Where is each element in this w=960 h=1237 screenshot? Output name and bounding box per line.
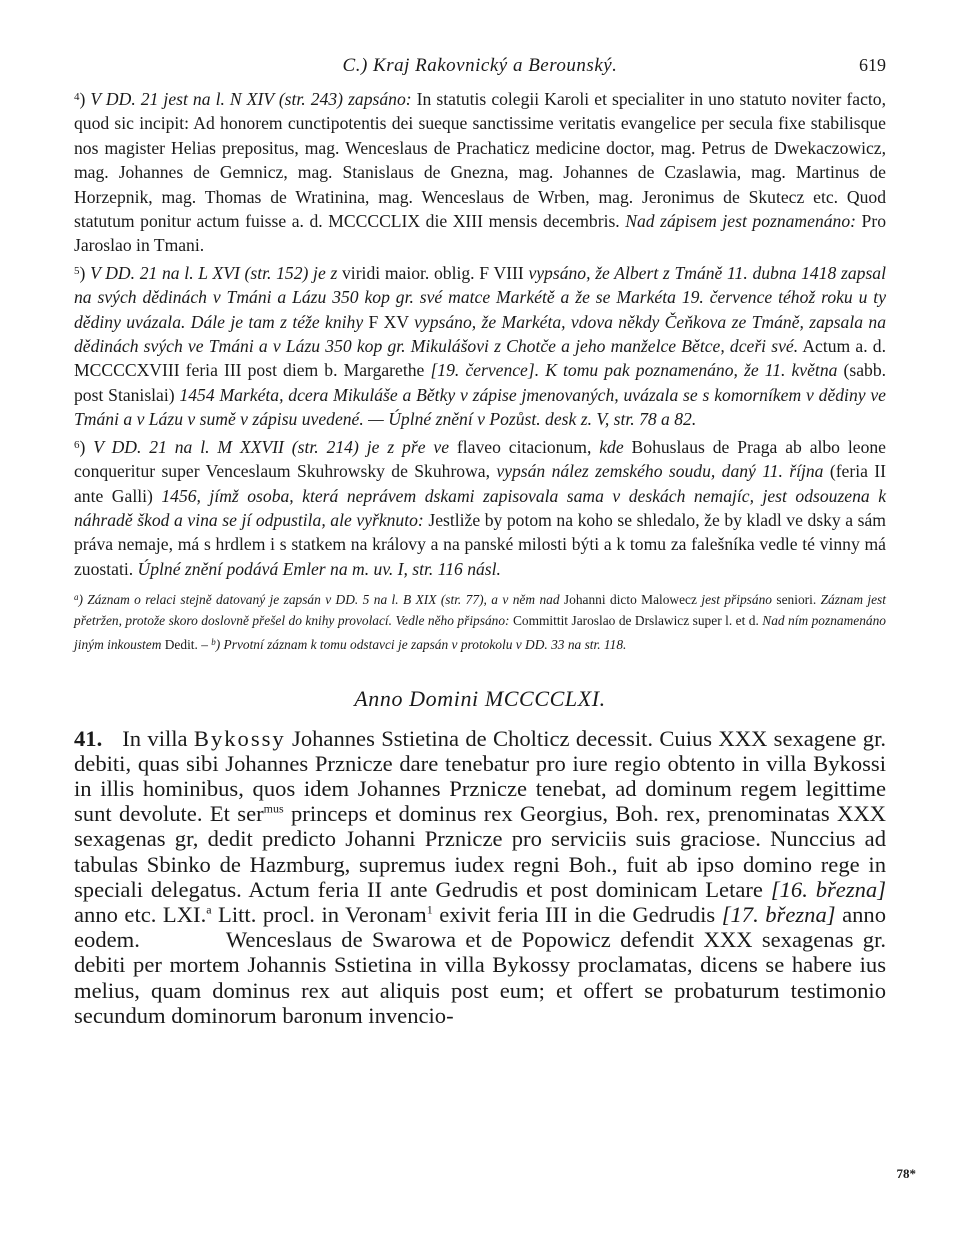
footnote-text: ) — [79, 262, 91, 283]
entry-text: In villa — [122, 725, 194, 751]
editorial-mark-b: b — [211, 636, 216, 647]
editorial-italic: ) Prvotní záznam k tomu odstavci je zapsán v protokolu v DD. 33 na str. 118. — [215, 636, 627, 652]
entry-text: Wenceslaus de Swarowa et de Popowicz defendit XXX sexagenas gr. debiti per mortem Johannis Sstietina in villa Bykossy proclamatas, dicens se habere ius melius, quam dominus rex aut aliquis post eum; et offert se probaturum testimonio secundum dominorum baronum invencio- — [74, 927, 886, 1028]
footnote-italic: 1454 Markéta, dcera Mikuláše a Bětky v zápise jmenovaných, uvázala se s komorníkem v dědiny ve Tmáni a v Lázu v sumě v zápisu uvedené. — Úplné znění v Pozůst. desk z. V, str. 78 a 82. — [74, 384, 886, 430]
footnote-italic: V DD. 21 na l. M XXVII (str. 214) je z pře ve — [93, 436, 450, 457]
footnote-italic: vypsán nález zemského soudu, daný 11. října — [496, 461, 824, 482]
editorial-mark-a: a — [74, 592, 79, 603]
footnote-italic: V DD. 21 na l. L XVI (str. 152) je z — [90, 262, 338, 283]
page-number: 619 — [859, 55, 886, 75]
footnote-text: Bohuslaus de Praga ab albo leone conqueritur super Venceslaum Skuhrowsky de Skuhrowa, — [74, 436, 886, 482]
footnote-italic: Úplné znění podává Emler na m. uv. I, str. 116 násl. — [137, 558, 501, 579]
footnote-italic: vypsáno, že Markéta, vdova někdy Čeňkova ze Tmáně, zapsala na dědinách svých ve Tmáni a v Lázu 350 kop gr. Mikulášovi z Chotče a jeho manželce Bětce, dceři své. — [74, 311, 886, 357]
editorial-italic: jest připsáno — [701, 592, 772, 608]
entry-date-italic: [17. března] — [721, 901, 836, 927]
footnote-italic: kde — [599, 436, 624, 457]
footnote-text: F XV — [363, 311, 415, 332]
editorial-italic: Nad ním poznamenáno jiným inkoustem — [74, 612, 886, 652]
entry-text: Litt. procl. in Veronam — [211, 901, 427, 927]
editorial-italic: ) Záznam o relaci stejně datovaný je zapsán v DD. 5 na l. B XIX (str. 77), a v něm nad — [78, 592, 560, 608]
editorial-text: Johanni dicto Malowecz — [559, 592, 702, 608]
signature-mark: 78* — [896, 1166, 916, 1181]
footnote-mark: 4 — [74, 91, 80, 103]
footnote-text: Actum a. d. MCCCCXVIII feria III post diem b. Margarethe — [74, 336, 887, 381]
entry-text: anno etc. LXI. — [74, 901, 207, 927]
footnote-text: viridi maior. oblig. F VIII — [337, 262, 529, 283]
year-heading: Anno Domini MCCCCLXI. — [354, 685, 606, 711]
footnote-4 — [74, 85, 886, 258]
footnote-italic: vypsáno, že Albert z Tmáně 11. dubna 1418 zapsal na svých dědinách v Tmáni a Lázu 350 kop gr. své matce Markétě a že se Markéta 19. července téhož roku u ty dědiny uvázala. Dále je tam z téže knihy — [74, 262, 886, 332]
entry-superscript: 1 — [426, 902, 433, 917]
footnote-text: Jestliže by potom na koho se shledalo, že by kladl ve dsky a sám práva nemaje, má s hrdlem i s statkem na královy a na panské milosti býti a k tomu za falešníka vedle té vinny má zuostati. — [74, 509, 886, 579]
footnote-italic: [19. července]. K tomu pak poznamenáno, že 11. května — [430, 360, 838, 381]
footnote-text: ) — [79, 436, 94, 457]
footnote-italic: V DD. 21 jest na l. N XIV (str. 243) zapsáno: — [90, 89, 412, 109]
editorial-text: Dedit. – — [161, 636, 212, 652]
footnote-italic: Nad zápisem jest poznamenáno: — [625, 211, 856, 232]
entry-text: anno eodem. — [74, 901, 886, 953]
footnote-mark: 6 — [74, 438, 80, 451]
entry-superscript: mus — [263, 801, 284, 816]
footnote-text: (sabb. post Stanislai) — [74, 360, 887, 405]
footnote-text: In statutis colegii Karoli et specialiter in uno statuto noviter facto, quod sic incipit: Ad honorem cunctipotentis dei sueque sanctissime veritatis evangelice per secula fixe stabilisque nos magister Helias prepositus, mag. Wenceslaus de Prachaticz medicine doctor, mag. Petrus de Dwekaczowicz, mag. Johannes de Gemnicz, mag. Stanislaus de Gnezna, mag. Johannes de Czaslawia, mag. Martinus de Horzepnik, mag. Thomas de Wratinina, mag. Wenceslaus de Wrben, mag. Jeronimus de Skutecz etc. Quod statutum ponitur actum fuisse a. d. MCCCCLIX die XIII mensis decembris. — [74, 89, 886, 232]
footnote-text: flaveo citacionum, — [449, 436, 600, 457]
footnote-text: ) — [79, 89, 91, 109]
entry-text: exivit feria III in die Gedrudis — [432, 901, 722, 927]
footnote-italic: 1456, jímž osoba, která neprávem dskami zapisovala sama v deskách nemajíc, jest odsouzena k náhradě škod a vina se jí odpustila, ale vyřknuto: — [74, 485, 887, 530]
entry-text: princeps et dominus rex Georgius, Boh. rex, prenominatas XXX sexagenas gr, dedit predicto Johanni Prznicze pro serviciis suis graciose. Nunccius ad tabulas Sbinko de Hazmburg, supremus iudex regni Boh., fuit ab ipso domino rege in speciali delegatus. Actum feria II ante Gedrudis et post dominicam Letare — [74, 801, 886, 902]
editorial-notes — [74, 587, 886, 655]
editorial-text: Committit Jaroslao de Drslawicz super l. et d. — [509, 612, 763, 628]
entry-superscript: a — [206, 902, 212, 917]
running-title: C.) Kraj Rakovnický a Berounský. — [342, 55, 618, 76]
entry-date-italic: [16. března] — [770, 876, 886, 902]
footnote-mark: 5 — [74, 264, 80, 277]
footnote-text: Pro Jaroslao in Tmani. — [74, 211, 887, 256]
footnote-6 — [74, 433, 886, 581]
footnote-5 — [74, 259, 886, 432]
page-header — [74, 55, 886, 85]
editorial-text: seniori. — [771, 592, 821, 608]
footnote-text: (feria II ante Galli) — [74, 461, 887, 506]
entry-41 — [74, 726, 886, 1028]
entry-spaced-name: Bykossy — [193, 725, 286, 751]
entry-text: Johannes Sstietina de Cholticz decessit. Cuius XXX sexagene gr. debiti, quas sibi Johannes Prznicze dare tenebatur pro iure regio obtento in villa Bykossi in illis hominibus, quos idem Johannes Prznicze tenebat, ad dominum regem legittime sunt devolute. Et ser — [74, 725, 886, 827]
page — [74, 55, 886, 1028]
editorial-italic: Záznam jest přetržen, protože skoro doslovně přešel do knihy provolací. Vedle něho připsáno: — [74, 592, 886, 628]
entry-number: 41. — [74, 725, 103, 751]
